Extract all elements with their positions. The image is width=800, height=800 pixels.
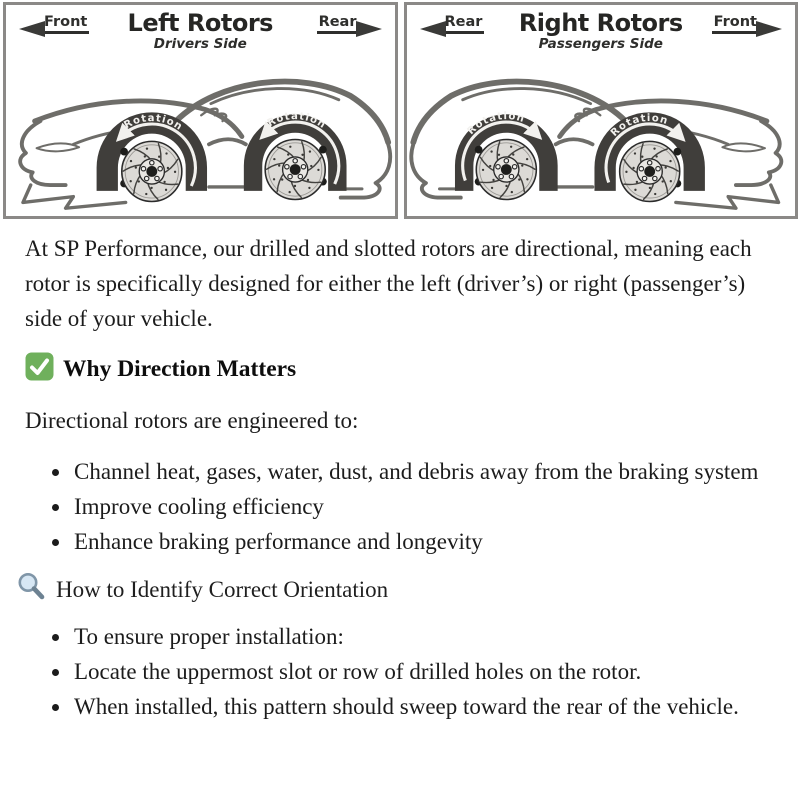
direction-text: Rear (317, 14, 359, 34)
right-arrow-icon (356, 21, 382, 37)
list-item: • To ensure proper installation: (72, 619, 775, 654)
green-check-icon (25, 352, 54, 381)
rotation-label: Rotation (608, 112, 670, 139)
rotor-direction-diagram (0, 0, 800, 219)
diagram-panel-right (404, 2, 799, 219)
front-direction-label (712, 14, 782, 34)
rotation-label: Rotation (465, 110, 526, 137)
lead-paragraph: Directional rotors are engineered to: (25, 408, 359, 433)
front-direction-label (19, 14, 89, 34)
section-title-why-direction-matters (25, 352, 775, 387)
panel-header-right (407, 5, 796, 61)
panel-header-left (6, 5, 395, 61)
section-title-text: Why Direction Matters (63, 356, 297, 382)
panel-title: Right Rotors (518, 9, 683, 37)
panel-title: Left Rotors (127, 9, 273, 37)
orientation-list (25, 619, 775, 724)
car-sketch-right (407, 61, 796, 216)
list-item: • When installed, this pattern should sweep toward the rear of the vehicle. (72, 689, 775, 724)
list-item: • Enhance braking performance and longevity (72, 524, 775, 559)
intro-paragraph: At SP Performance, our drilled and slotted rotors are directional, meaning each rotor is specifically designed for either the left (driver’s) or right (passenger’s) side of your vehicle. (25, 236, 752, 331)
list-item: • Channel heat, gases, water, dust, and debris away from the braking system (72, 454, 775, 489)
left-arrow-icon (19, 21, 45, 37)
diagram-panel-left (3, 2, 398, 219)
panel-subtitle: Passengers Side (538, 36, 663, 53)
list-item: • Improve cooling efficiency (72, 489, 775, 524)
direction-text: Rear (443, 14, 485, 34)
panel-subtitle: Drivers Side (153, 36, 247, 53)
direction-text: Front (712, 14, 759, 34)
benefits-list (25, 454, 775, 559)
right-arrow-icon (756, 21, 782, 37)
magnifying-glass-icon (16, 571, 47, 602)
car-sketch-left (6, 61, 395, 216)
rotation-label: Rotation (265, 111, 328, 132)
direction-text: Front (42, 14, 89, 34)
article-body (0, 219, 800, 742)
list-item: • Locate the uppermost slot or row of drilled holes on the rotor. (72, 654, 775, 689)
rear-direction-label (317, 14, 382, 34)
left-arrow-icon (420, 21, 446, 37)
section-title-correct-orientation (16, 571, 775, 607)
section-title-text: How to Identify Correct Orientation (56, 577, 389, 602)
rear-direction-label (420, 14, 485, 34)
rotation-label: Rotation (122, 113, 185, 134)
